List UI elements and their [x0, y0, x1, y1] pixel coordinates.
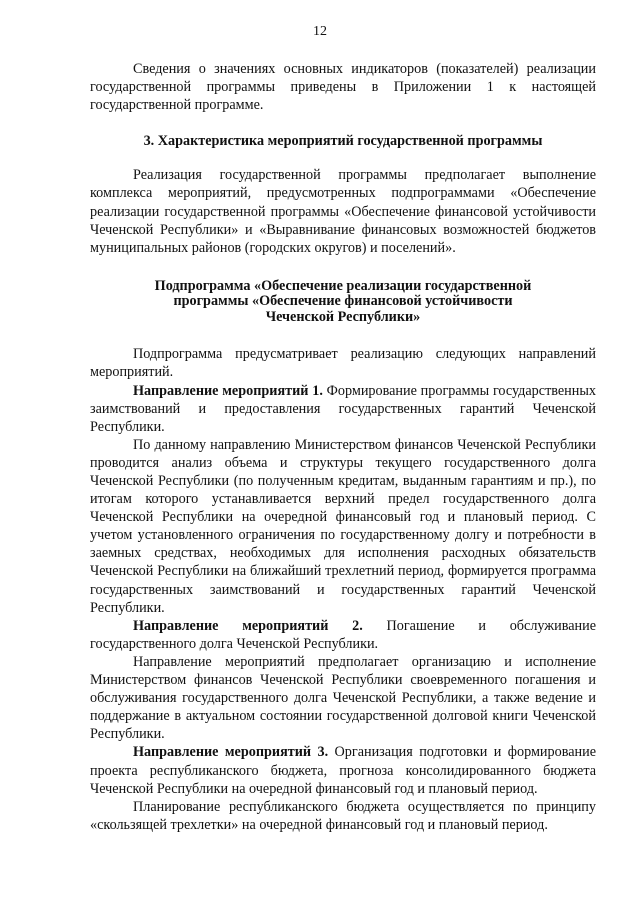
intro-paragraph: Сведения о значениях основных индикаторов (показателей) реализации государственной программы приведены в Приложении 1 к настоящей государственной программе. [90, 61, 596, 114]
direction-1-label: Направление мероприятий 1. [133, 382, 323, 399]
direction-1-text: Формирование программы государственных заимствований и предоставления государственных гарантий Чеченской Республики. [90, 382, 596, 435]
direction-3-label: Направление мероприятий 3. [133, 744, 329, 761]
page-number: 12 [313, 24, 327, 39]
direction-1-title [90, 382, 596, 436]
subprogram-heading [90, 279, 596, 326]
document-body [90, 60, 596, 834]
direction-2-text: Погашение и обслуживание государственного долга Чеченской Республики. [90, 617, 596, 652]
direction-3-paragraph: Планирование республиканского бюджета осуществляется по принципу «скользящей трехлетки» на очередной финансовый год и плановый период. [90, 798, 596, 833]
subprogram-heading-line: программы «Обеспечение финансовой устойчивости [173, 293, 513, 310]
subprogram-heading-line: Подпрограмма «Обеспечение реализации государственной [154, 277, 532, 294]
section-heading: 3. Характеристика мероприятий государственной программы [143, 133, 543, 150]
subprogram-intro: Подпрограмма предусматривает реализацию следующих направлений мероприятий. [90, 346, 596, 381]
direction-2-label: Направление мероприятий 2. [133, 617, 363, 634]
direction-3-title [90, 743, 596, 797]
subprogram-heading-line: Чеченской Республики» [265, 308, 421, 325]
direction-3-text: Организация подготовки и формирование проекта республиканского бюджета, прогноза консолидированного бюджета Чеченской Республики на очередной финансовый год и плановый период. [90, 744, 596, 797]
direction-2-title [90, 617, 596, 653]
section-paragraph: Реализация государственной программы предполагает выполнение комплекса мероприятий, предусмотренных подпрограммами «Обеспечение реализации государственной программы «Обеспечение финансовой устойчивости Чеченской Республики» и «Выравнивание финансовых возможностей бюджетов муниципальных районов (городских округов) и поселений». [90, 167, 596, 256]
direction-1-paragraph: По данному направлению Министерством финансов Чеченской Республики проводится анализ объема и структуры текущего государственного долга Чеченской Республики (по полученным кредитам, выданным гарантиям и пр.), по итогам которого устанавливается верхний предел государственного долга Чеченской Республики на очередной финансовый год и плановый период. С учетом установленного ограничения по государственному долгу и потребности в заемных средствах, необходимых для исполнения расходных обязательств Чеченской Республики на ближайший трехлетний период, формируется программа государственных заимствований и государственных гарантий Чеченской Республики. [90, 436, 596, 616]
direction-2-paragraph: Направление мероприятий предполагает организацию и исполнение Министерством финансов Чеченской Республики своевременного погашения и обслуживания государственного долга Чеченской Республики, а также ведение и поддержание в актуальном состоянии государственной долговой книги Чеченской Республики. [90, 653, 596, 743]
